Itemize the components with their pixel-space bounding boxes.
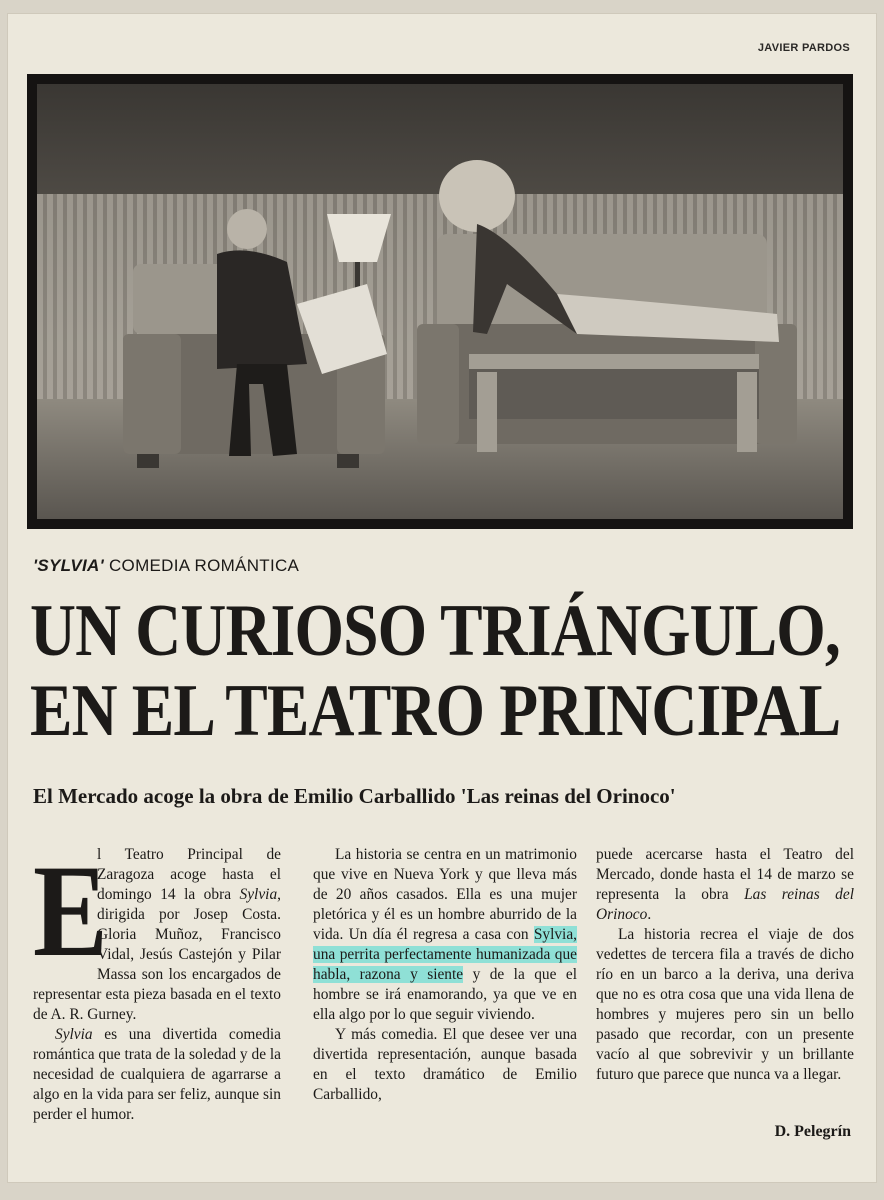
section-kicker xyxy=(33,556,299,576)
text-span: puede acercarse hasta el Teatro del Mercado, donde hasta el 14 de marzo se representa la obra xyxy=(596,846,854,903)
subheadline: El Mercado acoge la obra de Emilio Carballido 'Las reinas del Orinoco' xyxy=(33,784,676,808)
text-span: l Teatro Principal de Zaragoza acoge hasta el domingo 14 la obra xyxy=(97,846,281,903)
kicker-text: COMEDIA ROMÁNTICA xyxy=(103,556,300,575)
drop-cap: E xyxy=(33,837,108,984)
play-title: Las reinas del Orinoco xyxy=(596,886,854,923)
article-column-2 xyxy=(313,845,577,1105)
column-2-paragraph-1 xyxy=(313,845,577,1025)
photo-illustration xyxy=(37,84,843,519)
kicker-tag: 'SYLVIA' xyxy=(33,556,104,575)
column-1-paragraph-1 xyxy=(33,837,281,1025)
headline xyxy=(30,590,841,752)
photo-scene xyxy=(37,84,843,519)
play-title: Sylvia xyxy=(55,1026,93,1043)
column-3-paragraph-1 xyxy=(596,845,854,925)
highlighted-text: Sylvia, una perrita perfectamente humanizada que habla, razona y siente xyxy=(313,926,577,983)
text-span: es una divertida comedia romántica que trata de la soledad y de la necesidad de cualquiera de agarrarse a algo en la vida para ser feliz, aunque sin perder el humor. xyxy=(33,1026,281,1123)
article-column-1 xyxy=(33,837,281,1125)
text-span: y de la que el hombre se irá enamorando, ya que ve en ella algo por lo que seguir viviendo. xyxy=(313,966,577,1023)
column-2-paragraph-2: Y más comedia. El que desee ver una divertida representación, aunque basada en el texto dramático de Emilio Carballido, xyxy=(313,1026,577,1103)
column-3-paragraph-2: La historia recrea el viaje de dos vedettes de tercera fila a través de dicho río en un barco a la deriva, una deriva que no es otra cosa que una vida llena de hombres y mujeres pero sin un bello pasado que recordar, con un presente vacío al que sobrevivir y un brillante futuro que parece que nunca va a llegar. xyxy=(596,926,854,1083)
author-signature: D. Pelegrín xyxy=(774,1123,851,1140)
photo-credit: JAVIER PARDOS xyxy=(757,42,850,54)
text-span: , dirigida por Josep Costa. Gloria Muñoz, Francisco Vidal, Jesús Castejón y Pilar Massa son los encargados de representar esta pieza basada en el texto de A. R. Gurney. xyxy=(33,886,281,1023)
play-title: Sylvia xyxy=(239,886,278,903)
stage-photo xyxy=(27,74,853,529)
text-span: . xyxy=(647,906,652,923)
article-column-3 xyxy=(596,845,854,1085)
headline-line-2: EN EL TEATRO PRINCIPAL xyxy=(30,670,841,752)
column-1-paragraph-2 xyxy=(33,1025,281,1125)
text-span: La historia se centra en un matrimonio que vive en Nueva York y que lleva más de 20 años casados. Ella es una mujer pletórica y él es un hombre aburrido de la vida. Un día él regresa a casa con xyxy=(313,846,577,943)
headline-line-1: UN CURIOSO TRIÁNGULO, xyxy=(30,590,840,672)
